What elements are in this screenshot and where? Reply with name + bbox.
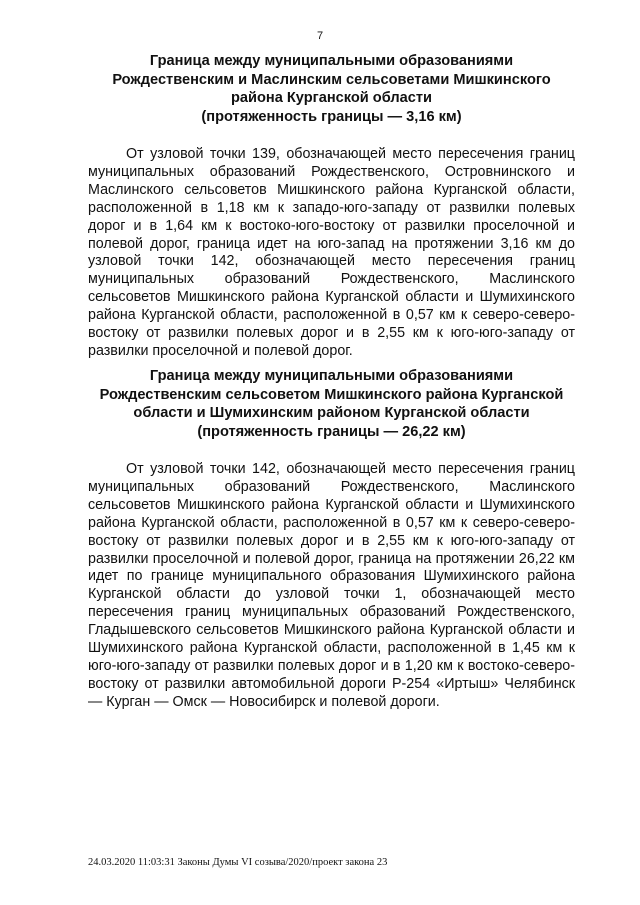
section-title-length: (протяженность границы — 26,22 км) xyxy=(197,423,466,440)
section-title-line: Граница между муниципальными образованиями xyxy=(149,368,514,384)
border-section-1 xyxy=(88,52,575,361)
section-paragraph: От узловой точки 139, обозначающей место пересечения границ муниципальных образований Рождественского, Островнинского и Маслинского сельсоветов Мишкинского района Курганской области, расположенной в 1,18 км к западо-юго-западу от развилки полевых дорог и в 1,64 км к востоко-юго-востоку от развилки проселочной и полевой дорог, граница идет на юго-запад на протяжении 3,16 км до узловой точки 142, обозначающей место пересечения границ муниципальных образований Рождественского, Маслинского сельсоветов Мишкинского района Курганской области и Шумихинского района Курганской области, расположенной в 0,57 км к северо-северо-востоку от развилки полевых дорог и в 2,55 км к юго-юго-западу от развилки проселочной и полевой дорог. xyxy=(88,146,575,359)
section-paragraph: От узловой точки 142, обозначающей место пересечения границ муниципальных образований Рождественского, Маслинского сельсоветов Мишкинского района Курганской области и Шумихинского района Курганской области, расположенной в 0,57 км к северо-северо-востоку от развилки полевых дорог и в 2,55 км к юго-юго-западу от развилки проселочной и полевой дорог, граница на протяжении 26,22 км идет по границе муниципального образования Шумихинского района Курганской области до узловой точки 1, обозначающей место пересечения границ муниципальных образований Рождественского, Гладышевского сельсоветов Мишкинского района Курганской области и Шумихинского района Курганской области, расположенной в 1,45 км к юго-юго-западу от развилки полевых дорог и в 1,20 км к востоко-северо-востоку от развилки автомобильной дороги Р-254 «Иртыш» Челябинск — Курган — Омск — Новосибирск и полевой дороги. xyxy=(88,461,575,710)
section-title-line: области и Шумихинским районом Курганской области xyxy=(133,405,530,421)
border-section-2 xyxy=(88,367,575,712)
section-title-length: (протяженность границы — 3,16 км) xyxy=(201,108,462,125)
section-title xyxy=(88,367,575,441)
section-title-line: района Курганской области xyxy=(230,90,432,106)
section-title-line: Граница между муниципальными образованиями xyxy=(149,53,514,69)
section-title-line: Рождественским сельсоветом Мишкинского района Курганской xyxy=(99,386,564,403)
document-footer: 24.03.2020 11:03:31 Законы Думы VI созыва/2020/проект закона 23 xyxy=(88,857,388,868)
section-title-line: Рождественским и Маслинским сельсоветами Мишкинского xyxy=(112,71,551,88)
page-number: 7 xyxy=(316,30,324,42)
section-title xyxy=(88,52,575,126)
